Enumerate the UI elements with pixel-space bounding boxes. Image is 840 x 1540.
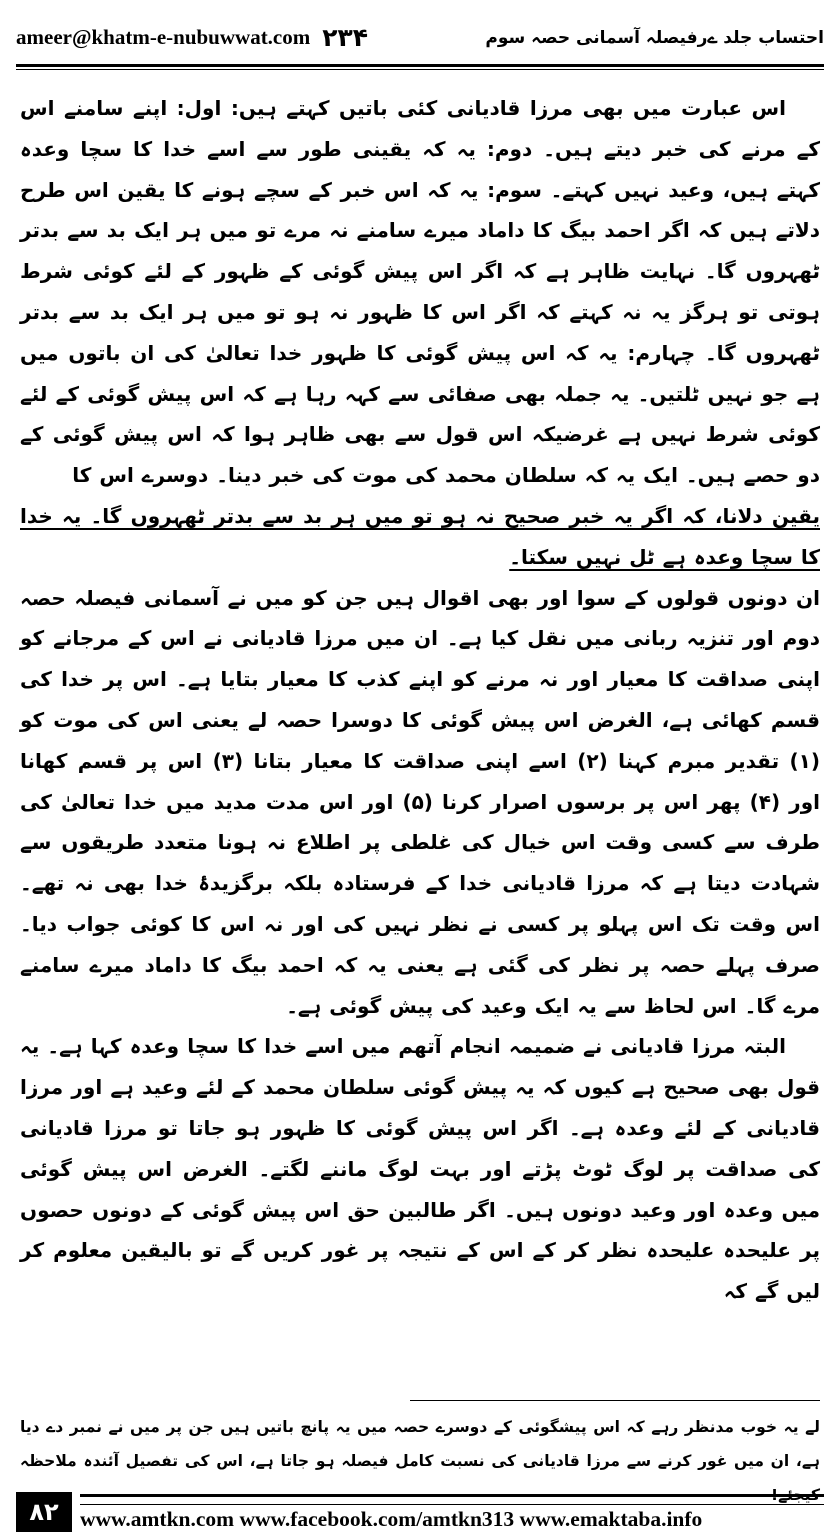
footer-body (72, 1492, 824, 1532)
main-text (20, 88, 820, 1312)
paragraph-1: اس عبارت میں بھی مرزا قادیانی کئی باتیں کہتے ہیں: اول: اپنے سامنے اس کے مرنے کی خبر دیتے ہیں۔ دوم: یہ کہ یقینی طور سے اسے خدا کا سچا وعدہ کہتے ہیں، وعید نہیں کہتے۔ سوم: یہ کہ اس خبر کے سچے ہونے کا یقین اس طرح دلاتے ہیں کہ اگر احمد بیگ کا داماد میرے سامنے نہ مرے تو میں ہر ایک بد سے بدتر ٹھہروں گا۔ نہایت ظاہر ہے کہ اگر اس پیش گوئی کے ظہور کے لئے کوئی شرط ہوتی تو ہرگز یہ نہ کہتے کہ اگر اس کا ظہور نہ ہو تو میں ہر ایک بد سے بدتر ٹھہروں گا۔ چہارم: یہ کہ اس پیش گوئی کا ظہور خدا تعالیٰ کی ان باتوں میں ہے جو نہیں ٹلتیں۔ یہ جملہ بھی صفائی سے کہہ رہا ہے کہ اس پیش گوئی کے لئے کوئی شرط نہیں ہے غرضیکہ اس قول سے بھی ظاہر ہوا کہ اس پیش گوئی کے دو حصے ہیں۔ ایک یہ کہ سلطان محمد کی موت کی خبر دینا۔ دوسرے اس کا (20, 96, 820, 488)
footnote-divider (410, 1400, 820, 1401)
paragraph-3: ان دونوں قولوں کے سوا اور بھی اقوال ہیں جن کو میں نے آسمانی فیصلہ حصہ دوم اور تنزیہ ربانی میں نقل کیا ہے۔ ان میں مرزا قادیانی نے اس کے مرجانے کو اپنی صداقت کا معیار اور نہ مرنے کو اپنے کذب کا معیار بتایا ہے۔ اس پر خدا کی قسم کھائی ہے، الغرض اس پیش گوئی کا دوسرا حصہ لے یعنی اس کی موت کو (۱) تقدیر مبرم کہنا (۲) اسے اپنی صداقت کا معیار بتانا (۳) اس پر قسم کھانا اور (۴) پھر اس پر برسوں اصرار کرنا (۵) اور اس مدت مدید میں خدا تعالیٰ کی طرف سے کسی وقت اس خیال کی غلطی پر اطلاع نہ ہونا متعدد طریقوں سے شہادت دیتا ہے کہ مرزا قادیانی خدا کے فرستادہ بلکہ برگزیدۂ خدا بھی نہ تھے۔ اس وقت تک اس پہلو پر کسی نے نظر نہیں کی اور نہ اس کا کوئی جواب دیا۔ صرف پہلے حصہ پر نظر کی گئی ہے یعنی یہ کہ احمد بیگ کا داماد میرے سامنے مرے گا۔ اس لحاظ سے یہ ایک وعید کی پیش گوئی ہے۔ (20, 585, 821, 1018)
header-book-title: احتساب جلد ےرفیصلہ آسمانی حصہ سوم (485, 27, 824, 48)
paragraph-4: البتہ مرزا قادیانی نے ضمیمہ انجام آتھم میں اسے خدا کا سچا وعدہ کہا ہے۔ یہ قول بھی صحیح ہے کیوں کہ یہ پیش گوئی سلطان محمد کے لئے وعید ہے اور مرزا قادیانی کے لئے وعدہ ہے۔ اگر اس پیش گوئی کا ظہور ہو جاتا تو مرزا قادیانی کی صداقت پر لوگ ٹوٹ پڑتے اور بہت لوگ ماننے لگتے۔ الغرض اس پیش گوئی میں وعدہ اور وعید دونوں ہیں۔ اگر طالبین حق اس پیش گوئی کے دونوں حصوں پر علیحدہ علیحدہ نظر کر کے اس کے نتیجہ پر غور کریں گے تو بالیقین معلوم کر لیں گے کہ (20, 1034, 820, 1304)
paragraph-2: یقین دلانا، کہ اگر یہ خبر صحیح نہ ہو تو میں ہر بد سے بدتر ٹھہروں گا۔ یہ خدا کا سچا وعدہ ہے ٹل نہیں سکتا۔ (20, 503, 820, 569)
footer-rules (80, 1494, 824, 1505)
footnote: لے یہ خوب مدنظر رہے کہ اس پیشگوئی کے دوسرے حصہ میں یہ پانچ باتیں ہیں جن پر میں نے نمبر دے دیا ہے، ان میں غور کرنے سے مرزا قادیانی کی نسبت کامل فیصلہ ہو جاتا ہے، اس کی تفصیل آئندہ ملاحظہ کیجئے! (20, 1418, 820, 1504)
header-page-number: ۲۳۴ (322, 22, 369, 52)
page-header (16, 14, 824, 60)
header-email: ameer@khatm-e-nubuwwat.com (16, 24, 311, 49)
header-rule-thin (16, 69, 824, 70)
header-left (16, 23, 368, 52)
page-footer (16, 1492, 824, 1532)
footer-page-number: ۸۲ (16, 1492, 72, 1532)
footer-links: www.amtkn.com www.facebook.com/amtkn313 www.emaktaba.info (80, 1507, 703, 1531)
header-rule-thick (16, 64, 824, 67)
